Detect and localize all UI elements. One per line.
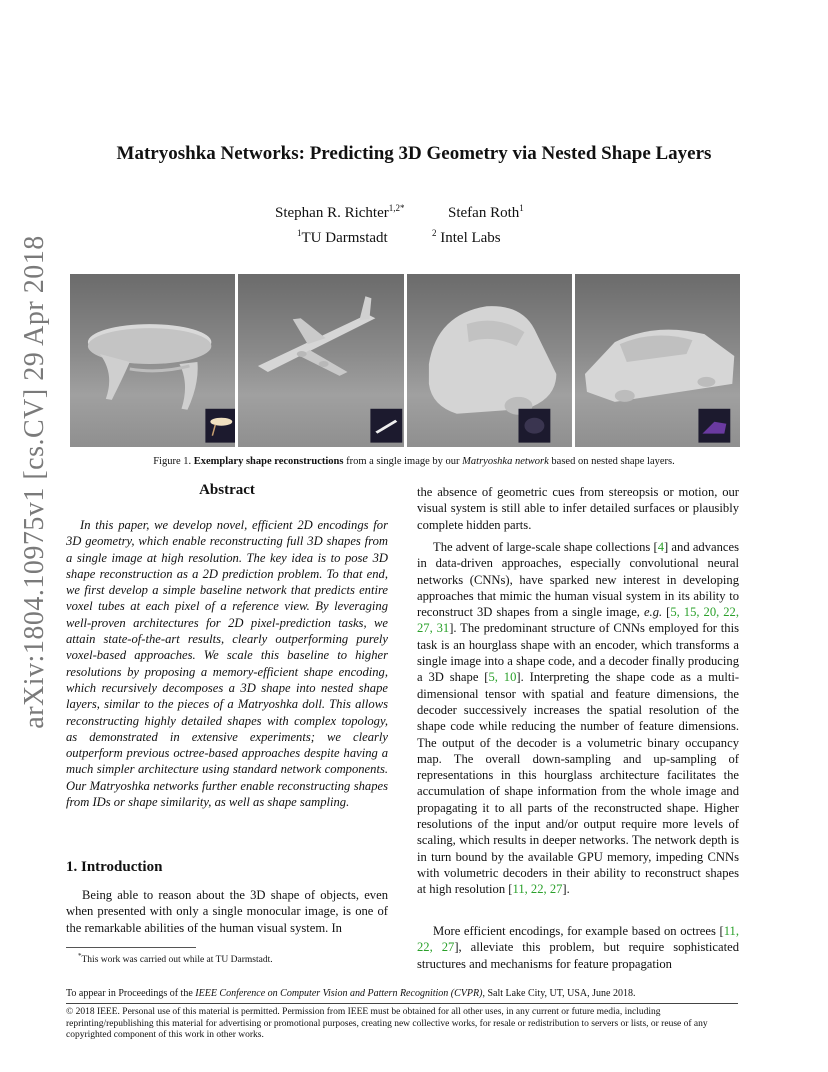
author-block [0, 203, 828, 263]
citation-link[interactable]: 11, 22, 27 [417, 924, 739, 955]
p3-text-a: More efficient encodings, for example based on octrees [ [433, 924, 724, 938]
caption-prefix: Figure 1. [153, 456, 194, 467]
affiliation-2 [432, 228, 501, 247]
caption-suffix: based on nested shape layers. [548, 456, 675, 467]
p2-text-a: The advent of large-scale shape collections [ [433, 540, 658, 554]
figure-panel-table [70, 274, 235, 447]
arxiv-identifier-stamp: arXiv:1804.10975v1 [cs.CV] 29 Apr 2018 [19, 235, 50, 729]
p3-text-b: ], alleviate this problem, but require sophisticated structures and mechanisms for feature propagation [417, 940, 739, 971]
airplane-render [238, 274, 403, 447]
affiliation-2-name: Intel Labs [440, 230, 501, 246]
right-column-paragraph-1: the absence of geometric cues from stereopsis or motion, our visual system is still able to infer detailed surfaces or plausibly complete hidden parts. [417, 485, 739, 532]
citation-link[interactable]: 5, 10 [488, 670, 517, 685]
affiliation-2-mark: 2 [432, 228, 437, 238]
copyright-notice: © 2018 IEEE. Personal use of this material is permitted. Permission from IEEE must be obtained for all other uses, in any current or future media, including reprinting/republishing this material for advertising or promotional purposes, creating new collective works, for resale or redistribution to servers or lists, or reuse of any copyrighted component of this work in other works. [66, 1007, 708, 1040]
paper-title: Matryoshka Networks: Predicting 3D Geometry via Nested Shape Layers [116, 143, 712, 164]
p2-text-e: ]. Interpreting the shape code as a multi-dimensional tensor with spatial and feature dimensions, the decoder successively increases the spatial resolution of the shape code while reducing the number of feature dimensions. The output of the decoder is a volumetric binary occupancy map. The overall down-sampling and up-sampling of representations in this hourglass architecture facilitates the accumulation of shape information from the whole image and propagating it to all parts of the reconstructed shape. Higher resolutions of the input and/or output require more levels of scaling, which results in deeper networks. The network depth is in turn bound by the available GPU memory, impeding CNNs with volumetric decoders in their ability to reconstruct shapes at high resolution [ [417, 670, 740, 897]
footnote-mark: * [78, 952, 82, 960]
caption-bold: Exemplary shape reconstructions [193, 456, 344, 467]
p2-text-f: ]. [562, 882, 570, 897]
venue-prefix: To appear in Proceedings of the [66, 988, 196, 999]
p2-text-d: ]. The predominant structure of CNNs employed for this task is an hourglass shape with an encoder, which transforms a single image into a shape code, and a decoder finally producing a 3D shape [ [417, 621, 739, 685]
figure-1 [70, 274, 740, 447]
figure-caption [0, 456, 828, 467]
venue-notice [66, 988, 756, 999]
caption-italic: Matryoshka network [462, 456, 549, 467]
abstract-body: In this paper, we develop novel, efficient 2D encodings for 3D geometry, which enable reconstructing full 3D shapes from a single image at high resolution. The key idea is to pose 3D shape reconstruction as a 2D prediction problem. To that end, we first develop a simple baseline network that predicts entire voxel tubes at each pixel of a reference view. By leveraging well-proven architectures for 2D pixel-prediction tasks, we attain state-of-the-art results, clearly outperforming purely voxel-based approaches. We scale this baseline to higher resolutions by proposing a memory-efficient shape encoding, which recursively decomposes a 3D shape into nested shape layers, similar to the pieces of a Matryoshka doll. This allows reconstructing highly detailed shapes with complex topology, as demonstrated in extensive experiments; we clearly outperform previous octree-based approaches despite having a much simpler architecture using standard network components. Our Matryoshka networks further enable reconstructing shapes from IDs or shape similarity, as well as shape sampling. [66, 518, 388, 810]
figure-panel-airplane [238, 274, 403, 447]
author-1-name: Stephan R. Richter [275, 205, 389, 221]
citation-link[interactable]: 5, 15, 20, 22, 27, 31 [417, 605, 740, 636]
affiliation-1-mark: 1 [297, 228, 302, 238]
right-column-paragraph-3 [417, 923, 739, 972]
figure-panel-sedan [575, 274, 740, 447]
sedan-render [575, 274, 740, 447]
author-1 [275, 203, 404, 222]
affiliation-1 [297, 228, 388, 247]
footnote [78, 952, 273, 965]
hatchback-render [407, 274, 572, 447]
copyright-divider [66, 1003, 738, 1004]
figure-panel-hatchback [407, 274, 572, 447]
p2-text-b: ] and advances in data-driven approaches, especially convolutional neural networks (CNNs), have sparked new interest in developing approaches that mimic the human visual system in its ability to reconstruct 3D shapes from a single image, [417, 540, 739, 620]
section-heading-introduction: 1. Introduction [66, 859, 163, 875]
right-column-paragraph-2 [417, 539, 739, 898]
citation-link[interactable]: 4 [657, 540, 665, 554]
introduction-paragraph: Being able to reason about the 3D shape of objects, even when presented with only a single monocular image, is one of the remarkable abilities of the human visual system. In [66, 888, 388, 935]
footnote-text: This work was carried out while at TU Darmstadt. [81, 955, 273, 966]
author-2 [448, 203, 524, 222]
author-2-affil-mark: 1 [519, 203, 524, 213]
footnote-divider [66, 947, 196, 948]
p2-text-c: [ [662, 605, 671, 620]
table-render [70, 274, 235, 447]
affiliation-1-name: TU Darmstadt [301, 230, 388, 246]
venue-suffix: , Salt Lake City, UT, USA, June 2018. [482, 988, 636, 999]
citation-link[interactable]: 11, 22, 27 [512, 882, 563, 897]
author-2-name: Stefan Roth [448, 205, 520, 221]
author-1-affil-mark: 1,2* [388, 203, 405, 213]
caption-mid: from a single image by our [343, 456, 463, 467]
venue-name: IEEE Conference on Computer Vision and Pattern Recognition (CVPR) [195, 988, 483, 999]
abstract-heading: Abstract [199, 482, 255, 498]
p2-eg: e.g. [643, 605, 663, 620]
